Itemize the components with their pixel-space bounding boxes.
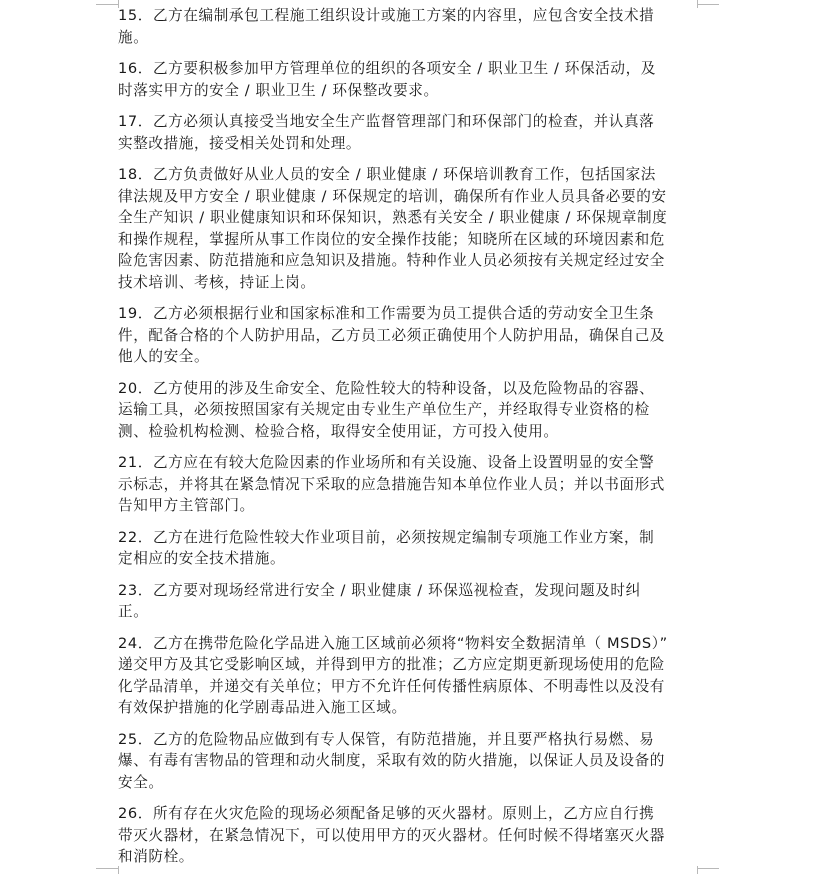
clause-line: 17．乙方必须认真接受当地安全生产监督管理部门和环保部门的检查，并认真落 <box>118 113 655 130</box>
clause-line: 19．乙方必须根据行业和国家标准和工作需要为员工提供合适的劳动安全卫生条 <box>118 305 655 322</box>
clause-line: 带灭火器材，在紧急情况下，可以使用甲方的灭火器材。任何时候不得堵塞灭火器 <box>118 826 665 844</box>
clause-paragraph <box>118 729 702 794</box>
clause-line: 测、检验机构检测、检验合格，取得安全使用证，方可投入使用。 <box>118 422 559 440</box>
clause-line: 施。 <box>118 28 149 46</box>
clause-line: 律法规及甲方安全 / 职业健康 / 环保规定的培训，确保所有作业人员具备必要的安 <box>118 187 667 205</box>
clause-line: 16．乙方要积极参加甲方管理单位的组织的各项安全 / 职业卫生 / 环保活动，及 <box>118 60 656 77</box>
clause-line: 26．所有存在火灾危险的现场必须配备足够的灭火器材。原则上，乙方应自行携 <box>118 805 655 822</box>
clause-paragraph <box>118 633 702 719</box>
clause-paragraph <box>118 803 702 868</box>
clause-paragraph <box>118 527 702 570</box>
clause-line: 安全。 <box>118 773 164 791</box>
clause-line: 20．乙方使用的涉及生命安全、危险性较大的特种设备，以及危险物品的容器、 <box>118 379 655 397</box>
clause-line: 件，配备合格的个人防护用品，乙方员工必须正确使用个人防护用品，确保自己及 <box>118 326 665 344</box>
clause-line: 15．乙方在编制承包工程施工组织设计或施工方案的内容里，应包含安全技术措 <box>118 7 655 24</box>
clause-line: 23．乙方要对现场经常进行安全 / 职业健康 / 环保巡视检查，发现问题及时纠 <box>118 581 641 599</box>
clause-paragraph <box>118 303 702 368</box>
clause-paragraph <box>118 378 702 443</box>
clause-line: 定相应的安全技术措施。 <box>118 550 286 567</box>
margin-mark-bottom-left-h <box>96 868 118 869</box>
document-body <box>118 5 702 868</box>
clause-line: 示标志，并将其在紧急情况下采取的应急措施告知本单位作业人员；并以书面形式 <box>118 475 665 493</box>
clause-line: 递交甲方及其它受影响区域，并得到甲方的批准；乙方应定期更新现场使用的危险 <box>118 656 665 673</box>
clause-line: 正。 <box>118 603 149 620</box>
clause-line: 时落实甲方的安全 / 职业卫生 / 环保整改要求。 <box>118 81 439 99</box>
clause-line: 实整改措施，接受相关处罚和处理。 <box>118 134 362 152</box>
clause-paragraph <box>118 5 702 48</box>
clause-line: 21．乙方应在有较大危险因素的作业场所和有关设施、设备上设置明显的安全警 <box>118 454 655 471</box>
clause-line: 告知甲方主管部门。 <box>118 497 255 514</box>
clause-line: 24．乙方在携带危险化学品进入施工区域前必须将“物料安全数据清单（ MSDS）” <box>118 634 668 652</box>
clause-line: 25．乙方的危险物品应做到有专人保管，有防范措施，并且要严格执行易燃、易 <box>118 730 655 748</box>
clause-paragraph <box>118 164 702 293</box>
clause-paragraph <box>118 452 702 517</box>
clause-line: 运输工具，必须按照国家有关规定由专业生产单位生产，并经取得专业资格的检 <box>118 401 650 418</box>
clause-line: 全生产知识 / 职业健康知识和环保知识，熟悉有关安全 / 职业健康 / 环保规章制度 <box>118 209 668 226</box>
clause-line: 爆、有毒有害物品的管理和动火制度，采取有效的防火措施，以保证人员及设备的 <box>118 752 665 769</box>
clause-paragraph <box>118 580 702 623</box>
clause-paragraph <box>118 58 702 101</box>
margin-mark-top-left-h <box>96 4 118 5</box>
clause-line: 18．乙方负责做好从业人员的安全 / 职业健康 / 环保培训教育工作，包括国家法 <box>118 166 656 183</box>
clause-line: 技术培训、考核，持证上岗。 <box>118 273 316 291</box>
clause-line: 和操作规程，掌握所从事工作岗位的安全操作技能；知晓所在区域的环境因素和危 <box>118 230 665 248</box>
clause-line: 化学品清单，并递交有关单位；甲方不允许任何传播性病原体、不明毒性以及没有 <box>118 677 665 695</box>
clause-line: 和消防栓。 <box>118 848 194 865</box>
margin-mark-bottom-right-h <box>697 868 719 869</box>
clause-line: 22．乙方在进行危险性较大作业项目前，必须按规定编制专项施工作业方案，制 <box>118 528 655 546</box>
clause-paragraph <box>118 111 702 154</box>
clause-line: 有效保护措施的化学剧毒品进入施工区域。 <box>118 699 407 716</box>
clause-line: 险危害因素、防范措施和应急知识及措施。特种作业人员必须按有关规定经过安全 <box>118 252 665 269</box>
clause-line: 他人的安全。 <box>118 348 210 365</box>
